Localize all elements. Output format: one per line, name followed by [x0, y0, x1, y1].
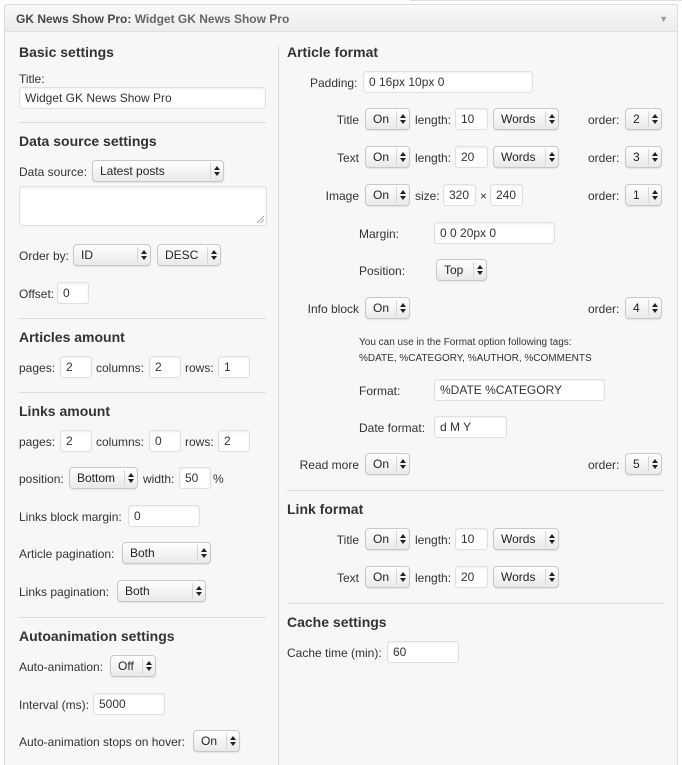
article-pagination-select[interactable] [122, 542, 211, 564]
read-more-order-select[interactable] [625, 453, 662, 475]
link-title-unit-value: Words [501, 532, 536, 546]
article-format-heading: Article format [287, 44, 379, 60]
collapse-arrow-icon[interactable]: ▼ [659, 14, 668, 24]
info-format-input[interactable]: %DATE %CATEGORY [434, 379, 605, 401]
format-hint-line-1: You can use in the Format option following tags: [359, 337, 572, 348]
section-divider [287, 603, 664, 604]
article-pagination-label: Article pagination: [19, 547, 115, 561]
links-columns-input[interactable]: 0 [149, 430, 181, 452]
section-divider [19, 392, 266, 393]
article-image-toggle-value: On [373, 188, 390, 202]
article-image-toggle[interactable] [365, 184, 410, 206]
article-title-label: Title [336, 113, 359, 127]
article-text-unit-value: Words [501, 150, 536, 164]
date-format-input[interactable]: d M Y [434, 416, 507, 438]
articles-columns-input[interactable]: 2 [149, 356, 181, 378]
select-arrows-icon [396, 111, 408, 127]
article-image-width-input[interactable]: 320 [443, 184, 476, 206]
read-more-order-value: 5 [633, 457, 640, 471]
links-pagination-value: Both [125, 584, 150, 598]
select-arrows-icon [648, 111, 660, 127]
article-title-unit-select[interactable] [493, 108, 559, 130]
info-block-toggle[interactable] [365, 297, 410, 319]
read-more-order-label: order: [588, 458, 620, 472]
article-image-order-value: 1 [633, 188, 640, 202]
links-pagination-label: Links pagination: [19, 585, 110, 599]
date-format-label: Date format: [359, 421, 426, 435]
title-label: Title: [19, 72, 45, 86]
data-source-textarea[interactable] [19, 186, 267, 226]
select-arrows-icon [545, 569, 557, 585]
select-arrows-icon [137, 247, 149, 263]
article-text-label: Text [336, 151, 359, 165]
widget-title [16, 12, 289, 26]
article-text-unit-select[interactable] [493, 146, 559, 168]
column-divider [278, 46, 279, 765]
cache-time-label: Cache time (min): [287, 646, 382, 660]
info-block-toggle-value: On [373, 301, 390, 315]
link-text-toggle-value: On [373, 570, 390, 584]
order-by-value: ID [81, 248, 93, 262]
order-by-select[interactable] [73, 244, 151, 266]
links-width-unit: % [213, 472, 224, 486]
select-arrows-icon [396, 149, 408, 165]
article-title-unit-value: Words [501, 112, 536, 126]
title-input[interactable]: Widget GK News Show Pro [19, 87, 266, 109]
article-title-length-input[interactable]: 10 [455, 108, 488, 130]
links-pagination-select[interactable] [117, 580, 206, 602]
read-more-label: Read more [299, 458, 359, 472]
article-title-length-label: length: [415, 113, 452, 127]
select-arrows-icon [545, 531, 557, 547]
select-arrows-icon [396, 531, 408, 547]
offset-input[interactable]: 0 [57, 282, 89, 304]
top-edge-line [410, 0, 682, 1]
hover-stop-value: On [201, 734, 218, 748]
info-format-label: Format: [359, 384, 401, 398]
hover-stop-select[interactable] [193, 730, 240, 752]
article-text-length-label: length: [415, 151, 452, 165]
select-arrows-icon [124, 470, 136, 486]
autoanimation-heading: Autoanimation settings [19, 628, 175, 644]
read-more-toggle[interactable] [365, 453, 410, 475]
links-amount-heading: Links amount [19, 403, 111, 419]
article-text-toggle[interactable] [365, 146, 410, 168]
links-position-label: position: [19, 472, 64, 486]
link-text-length-label: length: [415, 571, 452, 585]
article-title-order-value: 2 [633, 112, 640, 126]
select-arrows-icon [648, 456, 660, 472]
article-pagination-value: Both [130, 546, 155, 560]
auto-animation-label: Auto-animation: [19, 660, 104, 674]
info-block-order-select[interactable] [625, 297, 662, 319]
info-block-order-value: 4 [633, 301, 640, 315]
select-arrows-icon [226, 733, 238, 749]
section-divider [287, 490, 664, 491]
order-direction-select[interactable] [157, 244, 221, 266]
image-position-value: Top [444, 263, 464, 277]
select-arrows-icon [648, 300, 660, 316]
links-width-input[interactable]: 50 [179, 467, 211, 489]
image-position-select[interactable] [436, 259, 487, 281]
image-margin-label: Margin: [359, 227, 400, 241]
select-arrows-icon [473, 262, 485, 278]
section-divider [19, 122, 266, 123]
image-position-label: Position: [359, 264, 406, 278]
select-arrows-icon [210, 163, 222, 179]
links-rows-label: rows: [185, 435, 214, 449]
article-image-label: Image [325, 189, 359, 203]
select-arrows-icon [396, 456, 408, 472]
widget-header[interactable] [5, 5, 677, 32]
auto-animation-value: Off [118, 659, 134, 673]
links-rows-input[interactable]: 2 [218, 430, 250, 452]
resize-grip-icon[interactable] [257, 216, 264, 223]
order-direction-value: DESC [165, 248, 199, 262]
data-source-label: Data source: [19, 165, 88, 179]
data-source-select[interactable] [92, 160, 224, 182]
select-arrows-icon [192, 583, 204, 599]
link-text-toggle[interactable] [365, 566, 410, 588]
article-image-order-select[interactable] [625, 184, 662, 206]
article-text-order-select[interactable] [625, 146, 662, 168]
select-arrows-icon [396, 569, 408, 585]
interval-input[interactable]: 5000 [93, 693, 165, 715]
section-divider [19, 617, 266, 618]
cache-settings-heading: Cache settings [287, 614, 387, 630]
select-arrows-icon [207, 247, 219, 263]
article-title-order-select[interactable] [625, 108, 662, 130]
link-title-length-label: length: [415, 533, 452, 547]
select-arrows-icon [396, 300, 408, 316]
read-more-toggle-value: On [373, 457, 390, 471]
select-arrows-icon [197, 545, 209, 561]
select-arrows-icon [545, 111, 557, 127]
article-image-order-label: order: [588, 189, 620, 203]
link-title-label: Title [336, 533, 359, 547]
order-by-label: Order by: [19, 249, 70, 263]
link-text-unit-select[interactable] [493, 566, 559, 588]
links-margin-label: Links block margin: [19, 510, 122, 524]
link-text-unit-value: Words [501, 570, 536, 584]
padding-input[interactable]: 0 16px 10px 0 [363, 71, 533, 93]
section-divider [19, 318, 266, 319]
link-format-heading: Link format [287, 501, 364, 517]
article-text-toggle-value: On [373, 150, 390, 164]
links-pages-label: pages: [19, 435, 56, 449]
link-text-length-input[interactable]: 20 [455, 566, 488, 588]
article-title-order-label: order: [588, 113, 620, 127]
data-source-heading: Data source settings [19, 133, 157, 149]
link-title-length-input[interactable]: 10 [455, 528, 488, 550]
link-title-toggle-value: On [373, 532, 390, 546]
article-text-order-value: 3 [633, 150, 640, 164]
article-image-height-input[interactable]: 240 [490, 184, 523, 206]
article-image-size-label: size: [415, 189, 440, 203]
image-size-times: × [480, 189, 488, 203]
select-arrows-icon [648, 149, 660, 165]
article-title-toggle[interactable] [365, 108, 410, 130]
basic-settings-heading: Basic settings [19, 44, 114, 60]
hover-stop-label: Auto-animation stops on hover: [19, 735, 186, 749]
links-pages-input[interactable]: 2 [60, 430, 92, 452]
padding-label: Padding: [310, 76, 358, 90]
auto-animation-select[interactable] [110, 655, 156, 677]
articles-rows-input[interactable]: 1 [218, 356, 250, 378]
links-margin-input[interactable]: 0 [128, 505, 200, 527]
image-margin-input[interactable]: 0 0 20px 0 [434, 222, 555, 244]
links-width-label: width: [143, 472, 175, 486]
select-arrows-icon [545, 149, 557, 165]
widget-title-prefix: GK News Show Pro: [16, 12, 132, 26]
select-arrows-icon [396, 187, 408, 203]
article-title-toggle-value: On [373, 112, 390, 126]
articles-amount-heading: Articles amount [19, 329, 125, 345]
info-block-label: Info block [307, 302, 359, 316]
links-position-value: Bottom [77, 471, 116, 485]
article-text-length-input[interactable]: 20 [455, 146, 488, 168]
interval-label: Interval (ms): [19, 698, 90, 712]
cache-time-input[interactable]: 60 [387, 641, 459, 663]
info-block-order-label: order: [588, 302, 620, 316]
widget-title-name: Widget GK News Show Pro [134, 12, 290, 26]
articles-pages-input[interactable]: 2 [60, 356, 92, 378]
format-hint-line-2: %DATE, %CATEGORY, %AUTHOR, %COMMENTS [359, 353, 592, 364]
articles-columns-label: columns: [96, 361, 145, 375]
link-title-unit-select[interactable] [493, 528, 559, 550]
article-text-order-label: order: [588, 151, 620, 165]
links-position-select[interactable] [69, 467, 138, 489]
select-arrows-icon [648, 187, 660, 203]
articles-rows-label: rows: [185, 361, 214, 375]
links-columns-label: columns: [96, 435, 145, 449]
link-title-toggle[interactable] [365, 528, 410, 550]
select-arrows-icon [142, 658, 154, 674]
offset-label: Offset: [19, 287, 55, 301]
link-text-label: Text [336, 571, 359, 585]
articles-pages-label: pages: [19, 361, 56, 375]
data-source-value: Latest posts [100, 164, 165, 178]
